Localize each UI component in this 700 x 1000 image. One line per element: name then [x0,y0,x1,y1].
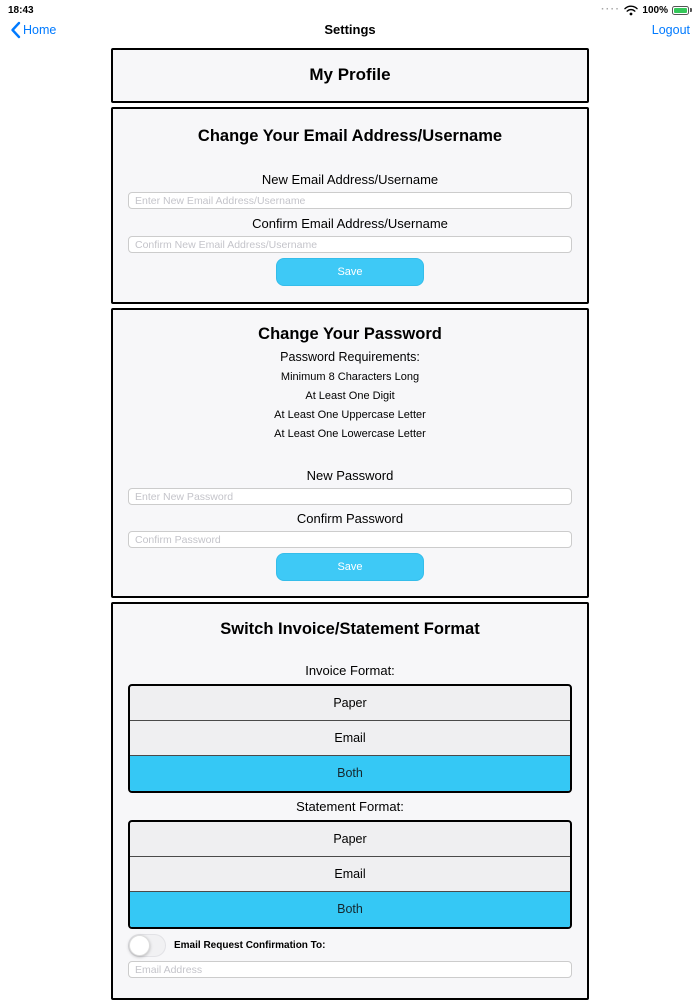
status-bar [0,0,700,18]
invoice-option-both[interactable]: Both [130,756,570,791]
my-profile-card [111,48,589,103]
switch-format-title: Switch Invoice/Statement Format [220,620,480,638]
new-password-label: New Password [306,468,394,483]
invoice-option-paper[interactable]: Paper [130,686,570,721]
save-email-button[interactable]: Save [276,258,424,286]
statement-option-paper[interactable]: Paper [130,822,570,857]
confirm-password-input[interactable] [128,531,572,548]
confirm-email-input[interactable] [128,236,572,253]
battery-icon [672,6,692,15]
confirm-email-label: Confirm Email Address/Username [252,216,448,231]
password-requirement: At Least One Uppercase Letter [274,409,426,421]
statement-option-email[interactable]: Email [130,857,570,892]
my-profile-title: My Profile [309,65,391,84]
nav-bar [0,18,700,41]
new-email-label: New Email Address/Username [261,172,439,187]
wifi-icon [624,5,638,16]
statement-format-picker [128,820,572,929]
password-requirements-title: Password Requirements: [280,350,420,364]
new-email-input[interactable] [128,192,572,209]
back-home-button[interactable] [10,21,56,39]
chevron-left-icon [10,21,21,39]
status-icons [601,5,692,16]
statement-option-both[interactable]: Both [130,892,570,927]
change-email-card [111,107,589,304]
change-password-title: Change Your Password [258,325,442,343]
change-email-title: Change Your Email Address/Username [197,127,503,145]
password-requirement: Minimum 8 Characters Long [280,371,420,383]
logout-button[interactable]: Logout [651,22,690,37]
confirm-password-label: Confirm Password [296,511,404,526]
email-confirmation-label: Email Request Confirmation To: [174,940,326,951]
save-password-button[interactable]: Save [276,553,424,581]
email-address-input[interactable] [128,961,572,978]
page-title: Settings [324,22,376,37]
new-password-input[interactable] [128,488,572,505]
content-column [0,41,700,1000]
back-home-label: Home [23,22,57,37]
email-confirmation-toggle[interactable] [128,934,166,957]
invoice-option-email[interactable]: Email [130,721,570,756]
password-requirement: At Least One Lowercase Letter [274,428,426,440]
status-time: 18:43 [8,4,34,16]
invoice-format-label: Invoice Format: [305,663,395,678]
cellular-signal-icon: ···· [601,4,621,15]
statement-format-label: Statement Format: [296,799,404,814]
email-confirmation-row [128,934,587,957]
toggle-knob [129,935,150,956]
battery-percent: 100% [642,4,668,16]
invoice-format-picker [128,684,572,793]
change-password-card [111,308,589,598]
password-requirement: At Least One Digit [305,390,395,402]
switch-format-card [111,602,589,1000]
